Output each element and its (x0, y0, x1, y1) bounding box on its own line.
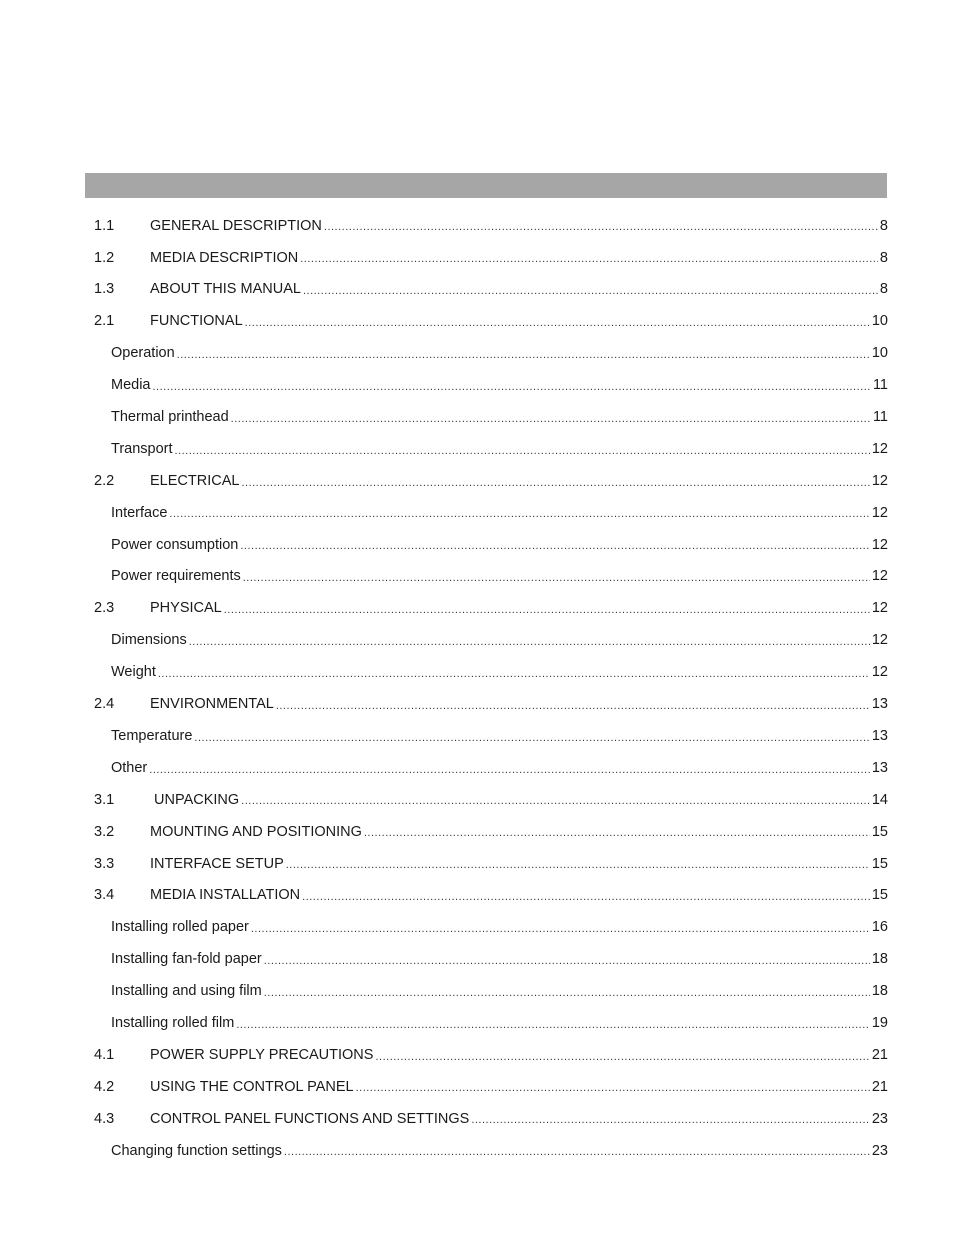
toc-dot-leader (169, 509, 869, 520)
toc-entry-number: 4.3 (94, 1110, 115, 1127)
table-of-contents (94, 210, 888, 1167)
toc-entry-page-number: 11 (872, 377, 888, 394)
toc-entry-title: ENVIRONMENTAL (150, 696, 274, 713)
toc-entry-page-number: 12 (871, 472, 888, 489)
toc-entry-page-number: 12 (871, 440, 888, 457)
toc-entry-number: 2.2 (94, 472, 115, 489)
toc-dot-leader (284, 1147, 870, 1158)
toc-entry-page-number: 14 (871, 791, 888, 808)
toc-entry[interactable] (94, 1135, 888, 1167)
toc-dot-leader (356, 1083, 870, 1094)
toc-dot-leader (303, 286, 878, 297)
toc-entry-page-number: 18 (871, 951, 888, 968)
toc-entry-title: MOUNTING AND POSITIONING (150, 823, 362, 840)
toc-entry-page-number: 12 (871, 632, 888, 649)
toc-entry-page-number: 10 (871, 313, 888, 330)
toc-entry[interactable] (94, 433, 888, 465)
toc-entry-number: 3.4 (94, 887, 115, 904)
toc-entry-title: Installing rolled paper (111, 919, 249, 936)
toc-entry-title: Temperature (111, 727, 193, 744)
toc-entry-title: CONTROL PANEL FUNCTIONS AND SETTINGS (150, 1110, 470, 1127)
toc-entry-page-number: 12 (871, 664, 888, 681)
toc-dot-leader (302, 892, 870, 903)
toc-dot-leader (231, 414, 871, 425)
toc-entry-number: 3.3 (94, 855, 115, 872)
toc-dot-leader (245, 318, 870, 329)
toc-entry[interactable] (94, 1103, 888, 1135)
toc-entry-number: 1.3 (94, 281, 115, 298)
toc-dot-leader (158, 669, 870, 680)
toc-entry[interactable] (94, 848, 888, 880)
toc-entry-title: ELECTRICAL (150, 472, 240, 489)
toc-entry-page-number: 8 (879, 281, 888, 298)
toc-dot-leader (276, 701, 870, 712)
toc-entry[interactable] (94, 529, 888, 561)
toc-entry-title: Power consumption (111, 536, 239, 553)
toc-entry-title: Installing and using film (111, 983, 262, 1000)
toc-entry-title: MEDIA DESCRIPTION (150, 249, 299, 266)
toc-entry-page-number: 21 (871, 1078, 888, 1095)
toc-entry-title: Installing fan-fold paper (111, 951, 262, 968)
toc-entry-number: 1.2 (94, 249, 115, 266)
toc-entry-page-number: 15 (871, 823, 888, 840)
toc-entry-page-number: 8 (879, 217, 888, 234)
toc-entry-title: Transport (111, 440, 173, 457)
toc-entry[interactable] (94, 943, 888, 975)
toc-entry-number: 2.4 (94, 696, 115, 713)
toc-entry-title: Weight (111, 664, 156, 681)
toc-dot-leader (300, 254, 878, 265)
toc-entry[interactable] (94, 975, 888, 1007)
toc-entry-page-number: 12 (871, 600, 888, 617)
toc-dot-leader (153, 382, 871, 393)
toc-dot-leader (264, 988, 870, 999)
toc-entry-page-number: 13 (871, 727, 888, 744)
toc-entry-page-number: 23 (871, 1142, 888, 1159)
toc-entry-page-number: 16 (871, 919, 888, 936)
toc-entry[interactable] (94, 497, 888, 529)
toc-entry-title: GENERAL DESCRIPTION (150, 217, 322, 234)
toc-entry-number: 2.3 (94, 600, 115, 617)
toc-entry[interactable] (94, 752, 888, 784)
toc-header-bar (85, 173, 887, 198)
toc-entry-page-number: 12 (871, 504, 888, 521)
toc-entry[interactable] (94, 306, 888, 338)
toc-entry[interactable] (94, 338, 888, 370)
toc-entry-number: 4.2 (94, 1078, 115, 1095)
toc-entry[interactable] (94, 465, 888, 497)
toc-dot-leader (194, 733, 869, 744)
toc-entry[interactable] (94, 816, 888, 848)
toc-entry[interactable] (94, 593, 888, 625)
toc-dot-leader (324, 222, 878, 233)
toc-entry-page-number: 10 (871, 345, 888, 362)
toc-entry-title: MEDIA INSTALLATION (150, 887, 301, 904)
toc-entry-title: ABOUT THIS MANUAL (150, 281, 301, 298)
toc-entry[interactable] (94, 720, 888, 752)
toc-entry-page-number: 12 (871, 568, 888, 585)
toc-entry-title: Other (111, 759, 148, 776)
toc-entry-title: Thermal printhead (111, 409, 229, 426)
toc-entry-number: 4.1 (94, 1046, 115, 1063)
toc-entry[interactable] (94, 1071, 888, 1103)
toc-entry-page-number: 15 (871, 855, 888, 872)
toc-dot-leader (189, 637, 870, 648)
toc-entry-title: Changing function settings (111, 1142, 282, 1159)
toc-entry[interactable] (94, 210, 888, 242)
toc-entry[interactable] (94, 1039, 888, 1071)
toc-dot-leader (241, 796, 870, 807)
toc-entry[interactable] (94, 274, 888, 306)
toc-entry-page-number: 12 (871, 536, 888, 553)
toc-dot-leader (177, 350, 870, 361)
toc-entry[interactable] (94, 625, 888, 657)
toc-dot-leader (364, 828, 870, 839)
toc-entry-page-number: 18 (871, 983, 888, 1000)
toc-entry-page-number: 15 (871, 887, 888, 904)
toc-dot-leader (224, 605, 870, 616)
toc-entry[interactable] (94, 1007, 888, 1039)
toc-entry-title: Power requirements (111, 568, 241, 585)
toc-entry-page-number: 13 (871, 696, 888, 713)
toc-entry[interactable] (94, 369, 888, 401)
toc-entry-number: 3.1 (94, 791, 115, 808)
toc-entry[interactable] (94, 784, 888, 816)
toc-entry-title: USING THE CONTROL PANEL (150, 1078, 354, 1095)
toc-entry-title: POWER SUPPLY PRECAUTIONS (150, 1046, 374, 1063)
toc-dot-leader (471, 1115, 870, 1126)
toc-entry[interactable] (94, 242, 888, 274)
toc-entry-page-number: 19 (871, 1014, 888, 1031)
toc-entry-page-number: 13 (871, 759, 888, 776)
toc-dot-leader (286, 860, 870, 871)
toc-entry-page-number: 23 (871, 1110, 888, 1127)
toc-dot-leader (175, 446, 870, 457)
toc-entry-title: Dimensions (111, 632, 187, 649)
toc-entry-title: PHYSICAL (150, 600, 222, 617)
toc-entry[interactable] (94, 880, 888, 912)
toc-dot-leader (241, 478, 869, 489)
toc-dot-leader (251, 924, 870, 935)
toc-dot-leader (243, 573, 870, 584)
toc-entry-number: 2.1 (94, 313, 115, 330)
toc-dot-leader (236, 1020, 870, 1031)
toc-entry-number: 3.2 (94, 823, 115, 840)
toc-entry[interactable] (94, 401, 888, 433)
toc-dot-leader (240, 541, 870, 552)
toc-entry-number: 1.1 (94, 217, 115, 234)
toc-dot-leader (375, 1052, 869, 1063)
toc-entry-title: FUNCTIONAL (150, 313, 243, 330)
toc-entry-page-number: 21 (871, 1046, 888, 1063)
toc-entry-title: Operation (111, 345, 175, 362)
toc-dot-leader (149, 765, 870, 776)
toc-entry[interactable] (94, 656, 888, 688)
toc-entry-title: Interface (111, 504, 168, 521)
toc-entry-title: Installing rolled film (111, 1014, 235, 1031)
toc-entry-page-number: 8 (879, 249, 888, 266)
toc-entry[interactable] (94, 561, 888, 593)
toc-entry-page-number: 11 (872, 409, 888, 426)
toc-entry[interactable] (94, 912, 888, 944)
toc-entry[interactable] (94, 688, 888, 720)
toc-dot-leader (264, 956, 870, 967)
toc-entry-title: UNPACKING (150, 791, 240, 808)
toc-entry-title: Media (111, 377, 151, 394)
toc-entry-title: INTERFACE SETUP (150, 855, 284, 872)
